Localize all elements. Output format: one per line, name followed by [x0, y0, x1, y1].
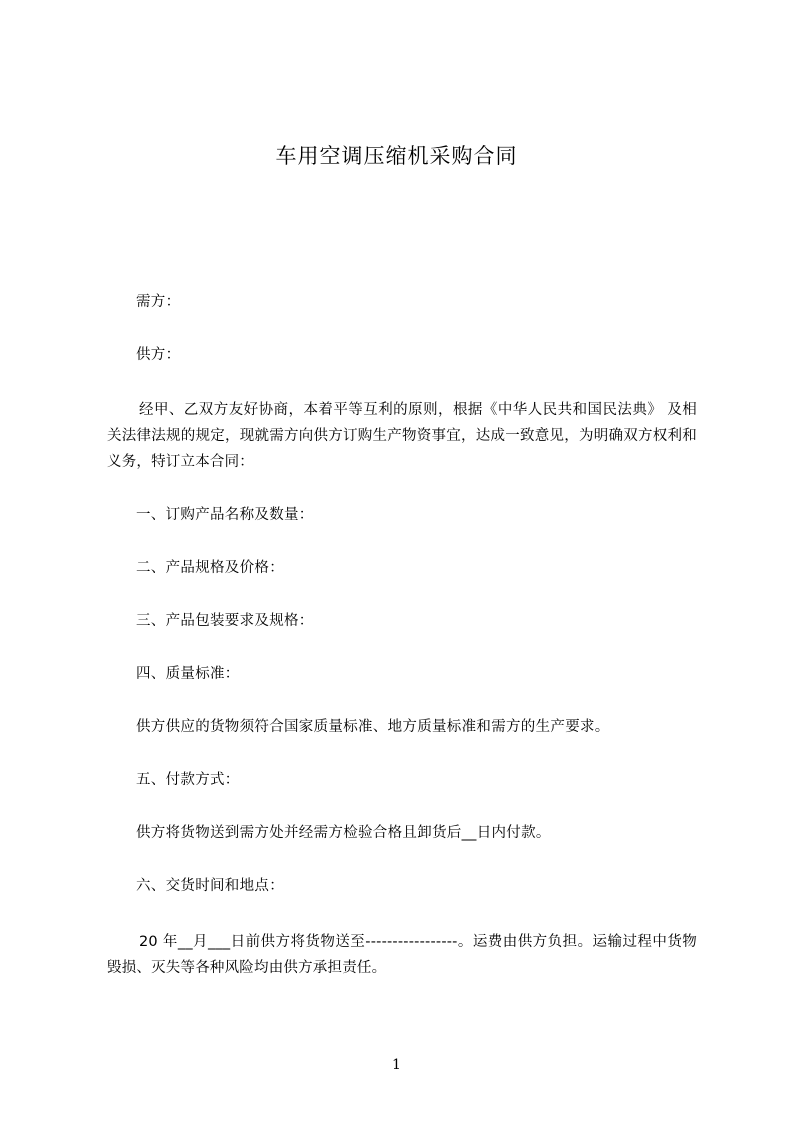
buyer-label: 需方： [136, 294, 181, 310]
section3-heading: 三、产品包装要求及规格： [136, 613, 314, 629]
document-title: 车用空调压缩机采购合同 [275, 144, 518, 168]
section4-body: 供方供应的货物须符合国家质量标准、地方质量标准和需方的生产要求。 [136, 719, 610, 735]
section2-heading: 二、产品规格及价格： [136, 560, 284, 576]
section5-body: 供方将货物送到需方处并经需方检验合格且卸货后__日内付款。 [136, 825, 551, 841]
section1-heading: 一、订购产品名称及数量： [136, 507, 314, 523]
section6-heading: 六、交货时间和地点： [136, 878, 284, 894]
section6-body: 20 年__月___日前供方将货物送至-----------------。运费由供方负担。运输过程中货物毁损、灭失等各种风险均由供方承担责任。 [107, 934, 697, 976]
intro-paragraph: 经甲、乙双方友好协商，本着平等互利的原则，根据《中华人民共和国民法典》 及相关法律法规的规定，现就需方向供方订购生产物资事宜，达成一致意见，为明确双方权利和义务，特订立本合同： [107, 402, 697, 470]
section5-heading: 五、付款方式： [136, 772, 240, 788]
supplier-label: 供方： [136, 347, 181, 363]
page-number: 1 [392, 1057, 401, 1073]
section4-heading: 四、质量标准： [136, 666, 240, 682]
